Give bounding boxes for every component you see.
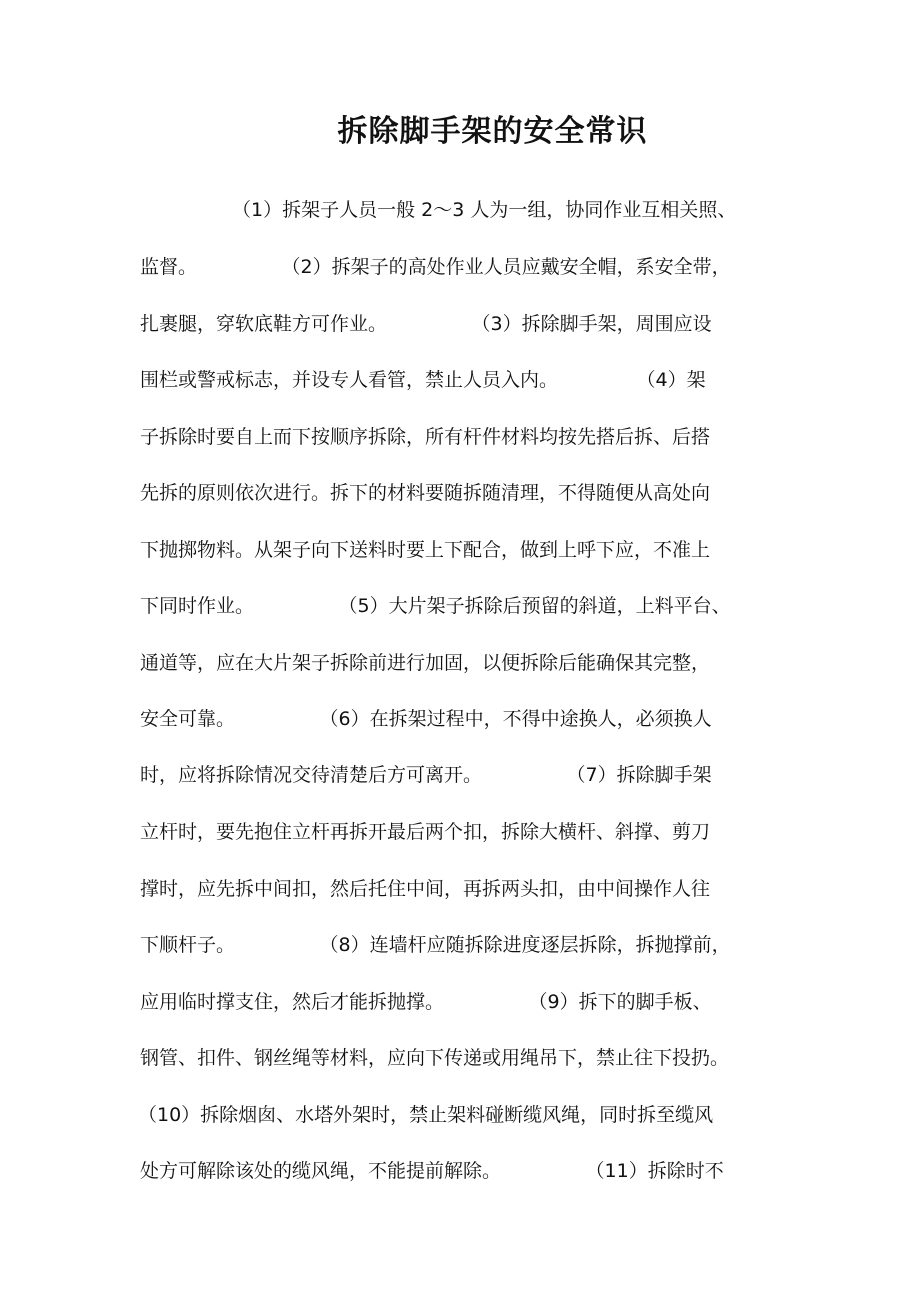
body-line: 下顺杆子。 （8）连墙杆应随拆除进度逐层拆除，拆抛撑前， (140, 934, 731, 956)
body-line: 扎裹腿，穿软底鞋方可作业。 （3）拆除脚手架，周围应设 (140, 313, 712, 335)
document-title: 拆除脚手架的安全常识 (337, 114, 648, 149)
body-line: 下抛掷物料。从架子向下送料时要上下配合，做到上呼下应，不准上 (140, 539, 711, 561)
body-line: （1）拆架子人员一般 2～3 人为一组，协同作业互相关照、 (232, 199, 737, 221)
body-line: 应用临时撑支住，然后才能拆抛撑。 （9）拆下的脚手板、 (140, 991, 712, 1013)
body-line: 监督。 （2）拆架子的高处作业人员应戴安全帽，系安全带， (140, 256, 731, 278)
body-line: 钢管、扣件、钢丝绳等材料，应向下传递或用绳吊下，禁止往下投扔。 (140, 1047, 730, 1069)
body-line: 安全可靠。 （6）在拆架过程中，不得中途换人，必须换人 (140, 708, 712, 730)
body-line: 撑时，应先拆中间扣，然后托住中间，再拆两头扣，由中间操作人往 (140, 878, 711, 900)
body-line: 处方可解除该处的缆风绳，不能提前解除。 （11）拆除时不 (140, 1160, 724, 1182)
body-line: 围栏或警戒标志，并设专人看管，禁止人员入内。 （4）架 (140, 369, 706, 391)
body-line: 先拆的原则依次进行。拆下的材料要随拆随清理，不得随便从高处向 (140, 482, 711, 504)
body-line: 通道等，应在大片架子拆除前进行加固，以便拆除后能确保其完整， (140, 652, 711, 674)
body-line: 时，应将拆除情况交待清楚后方可离开。 （7）拆除脚手架 (140, 764, 712, 786)
body-line: 下同时作业。 （5）大片架子拆除后预留的斜道，上料平台、 (140, 595, 731, 617)
body-line: 立杆时，要先抱住立杆再拆开最后两个扣，拆除大横杆、斜撑、剪刀 (140, 821, 711, 843)
body-line: （10）拆除烟囱、水塔外架时，禁止架料碰断缆风绳，同时拆至缆风 (138, 1104, 714, 1126)
body-line: 子拆除时要自上而下按顺序拆除，所有杆件材料均按先搭后拆、后搭 (140, 426, 711, 448)
